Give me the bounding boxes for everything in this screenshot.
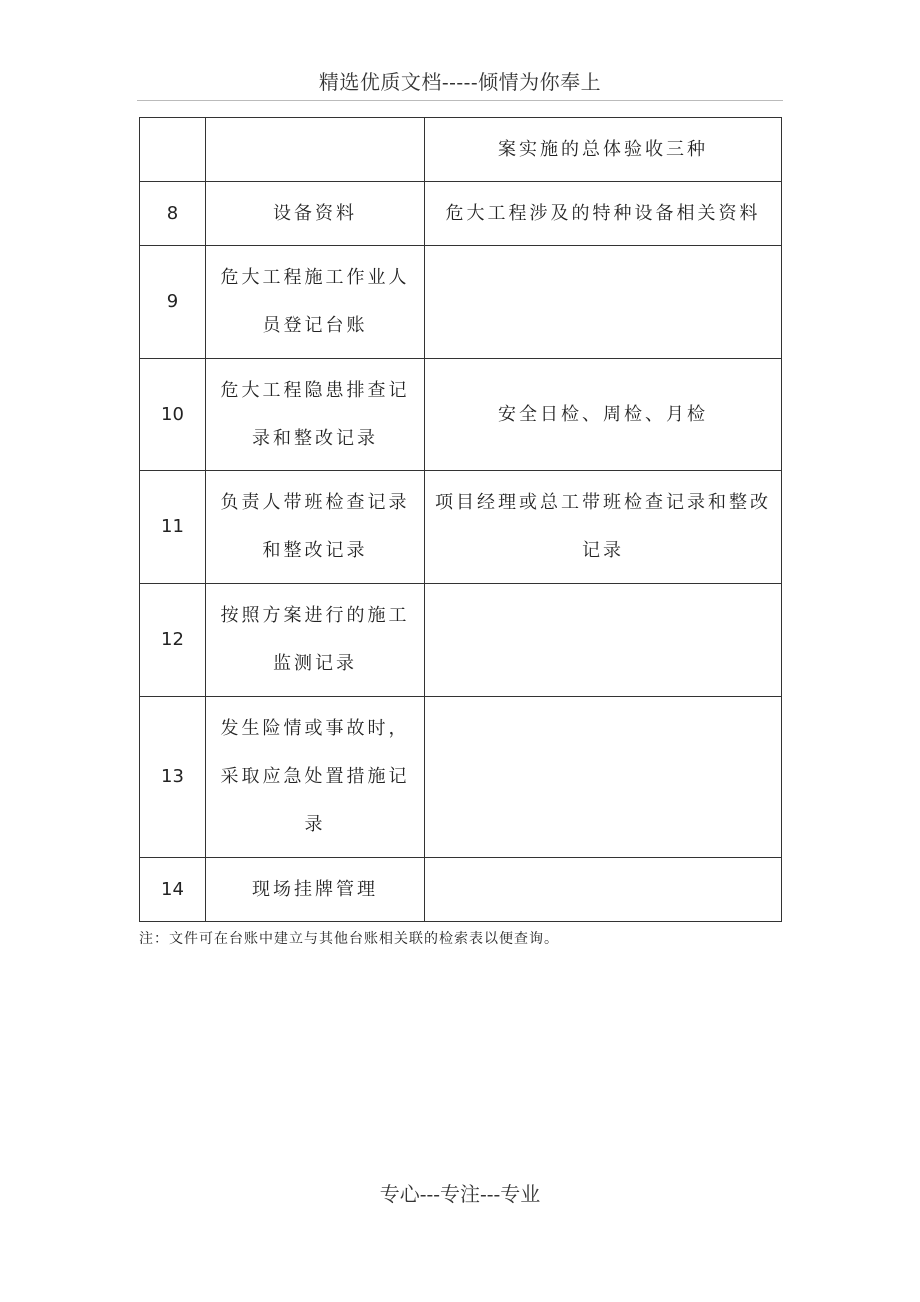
row-number: 13 [140,697,206,858]
row-description: 项目经理或总工带班检查记录和整改记录 [425,471,782,584]
row-number: 10 [140,359,206,471]
row-description [425,858,782,922]
table-row [140,584,782,697]
row-number: 12 [140,584,206,697]
page-header: 精选优质文档-----倾情为你奉上 [318,70,602,94]
table-row [140,697,782,858]
row-item: 现场挂牌管理 [206,858,425,922]
row-description [425,246,782,359]
table-row [140,858,782,922]
row-description: 安全日检、周检、月检 [425,359,782,471]
table-row [140,359,782,471]
row-item: 危大工程施工作业人员登记台账 [206,246,425,359]
row-description [425,584,782,697]
row-item: 危大工程隐患排查记录和整改记录 [206,359,425,471]
row-description [425,697,782,858]
table-row [140,246,782,359]
header-divider [137,100,783,101]
row-number: 8 [140,182,206,246]
table-row [140,182,782,246]
row-number: 9 [140,246,206,359]
row-number [140,118,206,182]
footnote: 注：文件可在台账中建立与其他台账相关联的检索表以便查询。 [139,931,559,947]
row-item: 负责人带班检查记录和整改记录 [206,471,425,584]
table-row [140,118,782,182]
row-item [206,118,425,182]
table-row [140,471,782,584]
row-item: 按照方案进行的施工监测记录 [206,584,425,697]
row-item: 设备资料 [206,182,425,246]
row-description: 危大工程涉及的特种设备相关资料 [425,182,782,246]
row-description: 案实施的总体验收三种 [425,118,782,182]
page-footer: 专心---专注---专业 [379,1182,541,1206]
row-number: 11 [140,471,206,584]
row-number: 14 [140,858,206,922]
row-item: 发生险情或事故时，采取应急处置措施记录 [206,697,425,858]
ledger-table [139,117,782,922]
